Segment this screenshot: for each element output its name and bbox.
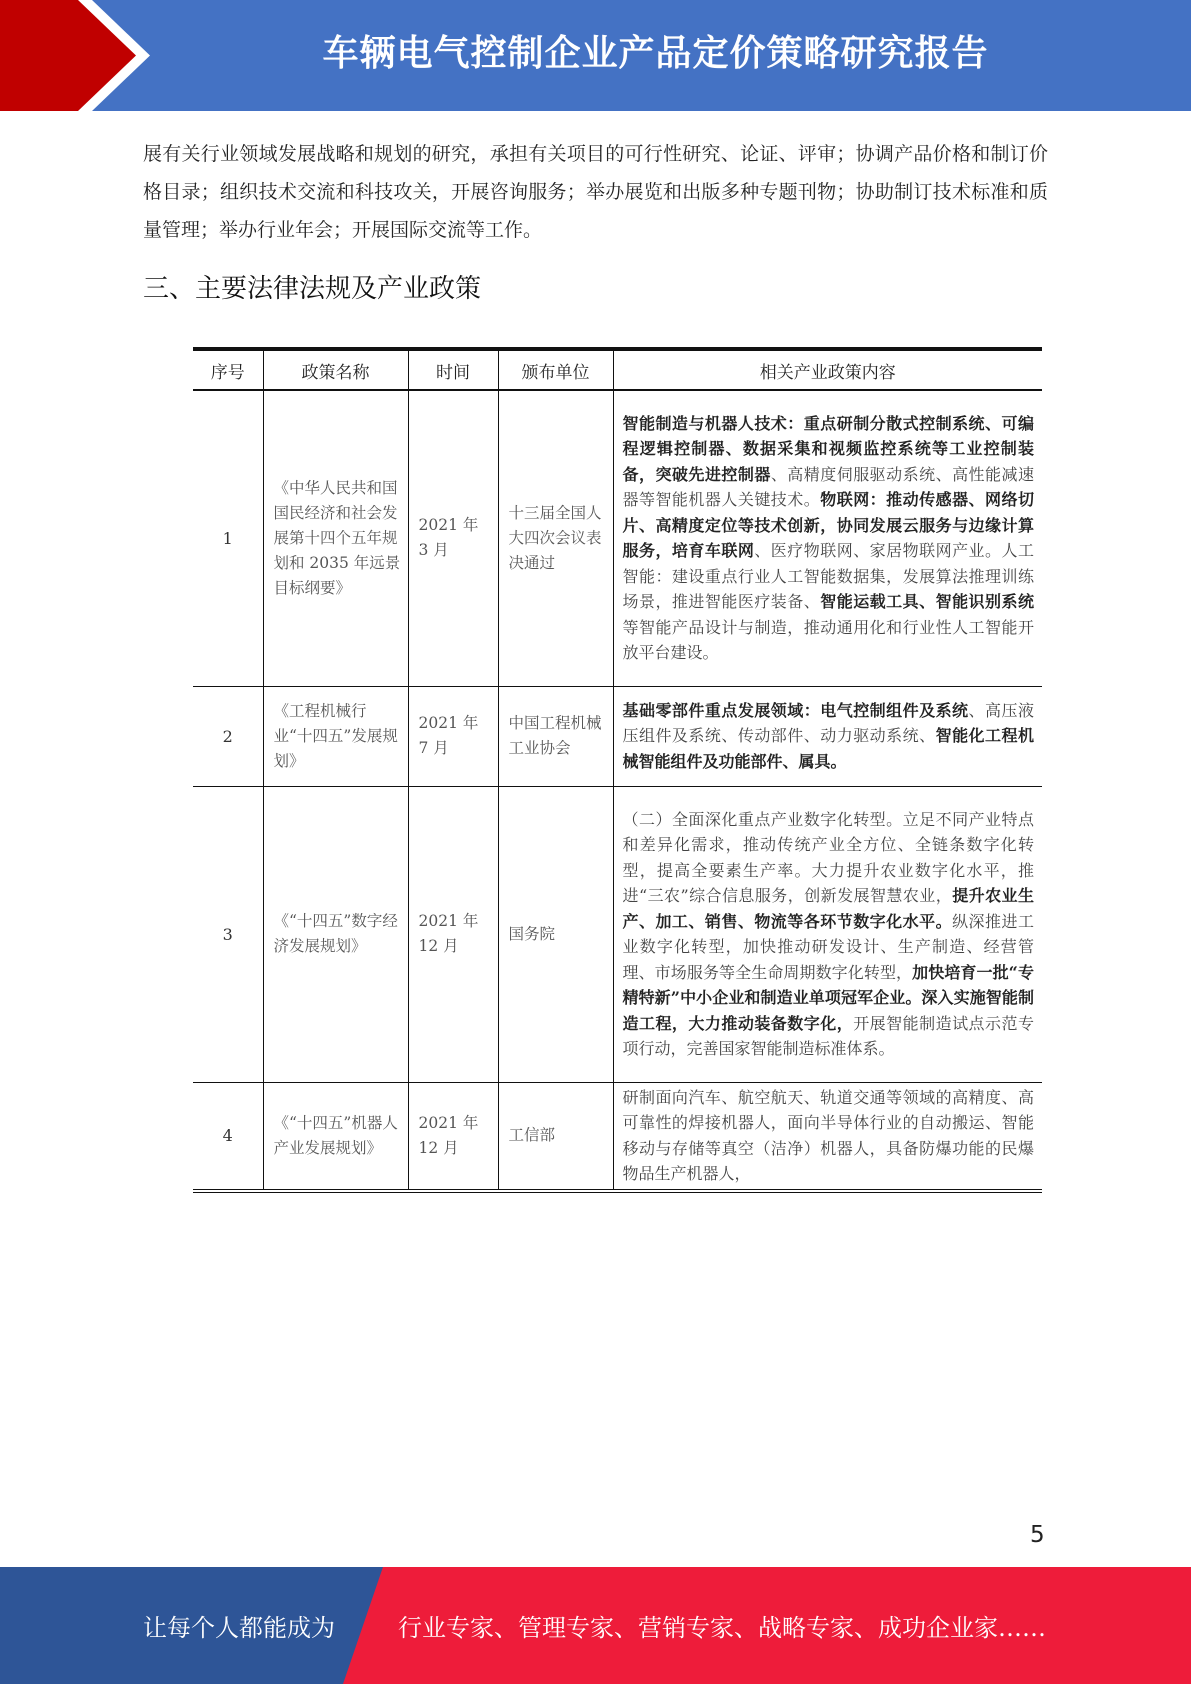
footer-slogan-right: 行业专家、管理专家、营销专家、战略专家、成功企业家……: [398, 1614, 1046, 1642]
content-segment: 研制面向汽车、航空航天、轨道交通等领域的高精度、高可靠性的焊接机器人，面向半导体行业的自动搬运、智能移动与存储等真空（洁净）机器人，具备防爆功能的民爆物品生产机器人，: [622, 1087, 1034, 1183]
policy-issuer: 中国工程机械工业协会: [498, 686, 613, 786]
content-segment-bold: 智能化工程机械智能组件及功能部件、属具。: [622, 726, 1034, 771]
row-number: 1: [193, 390, 263, 686]
policy-time: 2021 年 12 月: [408, 1082, 498, 1191]
row-number: 4: [193, 1082, 263, 1191]
table-row: [193, 786, 1042, 1082]
policy-name: 《“十四五”数字经济发展规划》: [263, 786, 408, 1082]
content-segment: 、高精度伺服驱动系统、高性能减速器等智能机器人关键技术。: [622, 464, 1034, 510]
content-segment-bold: 智能运载工具、智能识别系统: [820, 592, 1034, 612]
policy-name: 《工程机械行业“十四五”发展规划》: [263, 686, 408, 786]
header-time: 时间: [408, 349, 498, 390]
policy-time: 2021 年 12 月: [408, 786, 498, 1082]
header-band: [0, 0, 1191, 111]
content-segment: 、医疗物联网、家居物联网产业。人工智能：建设重点行业人工智能数据集，发展算法推理训练场景，推进智能医疗装备、: [622, 541, 1034, 612]
policy-content: [613, 1082, 1042, 1191]
red-chevron-logo: [0, 0, 150, 111]
policy-table-wrapper: [193, 347, 1042, 1193]
policy-name: 《“十四五”机器人产业发展规划》: [263, 1082, 408, 1191]
policy-issuer: 十三届全国人大四次会议表决通过: [498, 390, 613, 686]
content-segment: 开展智能制造试点示范专项行动，完善国家智能制造标准体系。: [622, 1013, 1034, 1058]
table-row: [193, 390, 1042, 686]
row-number: 3: [193, 786, 263, 1082]
policy-content: [613, 786, 1042, 1082]
section-heading: 三、主要法律法规及产业政策: [143, 274, 482, 304]
header-policy-name: 政策名称: [263, 349, 408, 390]
table-header-row: [193, 349, 1042, 390]
content-segment-bold: 物联网：推动传感器、网络切片、高精度定位等技术创新，协同发展云服务与边缘计算服务，培育车联网: [622, 490, 1034, 561]
header-issuer: 颁布单位: [498, 349, 613, 390]
policy-time: 2021 年 3 月: [408, 390, 498, 686]
row-number: 2: [193, 686, 263, 786]
policy-issuer: 工信部: [498, 1082, 613, 1191]
content-segment-bold: 提升农业生产、加工、销售、物流等各环节数字化水平。: [622, 886, 1034, 931]
content-segment: 纵深推进工业数字化转型，加快推动研发设计、生产制造、经营管理、市场服务等全生命周期数字化转型，: [622, 911, 1034, 982]
policy-issuer: 国务院: [498, 786, 613, 1082]
footer-band: [0, 1567, 1191, 1684]
content-segment-bold: 基础零部件重点发展领域：电气控制组件及系统: [622, 700, 969, 720]
policy-content: [613, 390, 1042, 686]
content-segment: （二）全面深化重点产业数字化转型。立足不同产业特点和差异化需求，推动传统产业全方位、全链条数字化转型，提高全要素生产率。大力提升农业数字化水平，推进“三农”综合信息服务，创新发展智慧农业，: [622, 809, 1034, 905]
header-content: 相关产业政策内容: [613, 349, 1042, 390]
report-title: 车辆电气控制企业产品定价策略研究报告: [322, 33, 989, 74]
header-no: 序号: [193, 349, 263, 390]
content-segment: 等智能产品设计与制造，推动通用化和行业性人工智能开放平台建设。: [622, 617, 1034, 663]
policy-content: [613, 686, 1042, 786]
body-paragraph: 展有关行业领域发展战略和规划的研究，承担有关项目的可行性研究、论证、评审；协调产品价格和制订价格目录；组织技术交流和科技攻关，开展咨询服务；举办展览和出版多种专题刊物；协助制订技术标准和质量管理；举办行业年会；开展国际交流等工作。: [143, 143, 1048, 241]
policy-name: 《中华人民共和国国民经济和社会发展第十四个五年规划和 2035 年远景目标纲要》: [263, 390, 408, 686]
content-segment-bold: 加快培育一批“专精特新”中小企业和制造业单项冠军企业。深入实施智能制造工程，大力推动装备数字化，: [622, 962, 1034, 1033]
policy-table: [193, 347, 1042, 1193]
footer-slogan-left: 让每个人都能成为: [143, 1614, 335, 1642]
table-row: [193, 686, 1042, 786]
policy-time: 2021 年 7 月: [408, 686, 498, 786]
table-row: [193, 1082, 1042, 1191]
content-segment: 、高压液压组件及系统、传动部件、动力驱动系统、: [622, 700, 1034, 746]
content-segment-bold: 智能制造与机器人技术：重点研制分散式控制系统、可编程逻辑控制器、数据采集和视频监控系统等工业控制装备，突破先进控制器: [622, 413, 1034, 484]
page-number: 5: [1030, 1522, 1045, 1548]
